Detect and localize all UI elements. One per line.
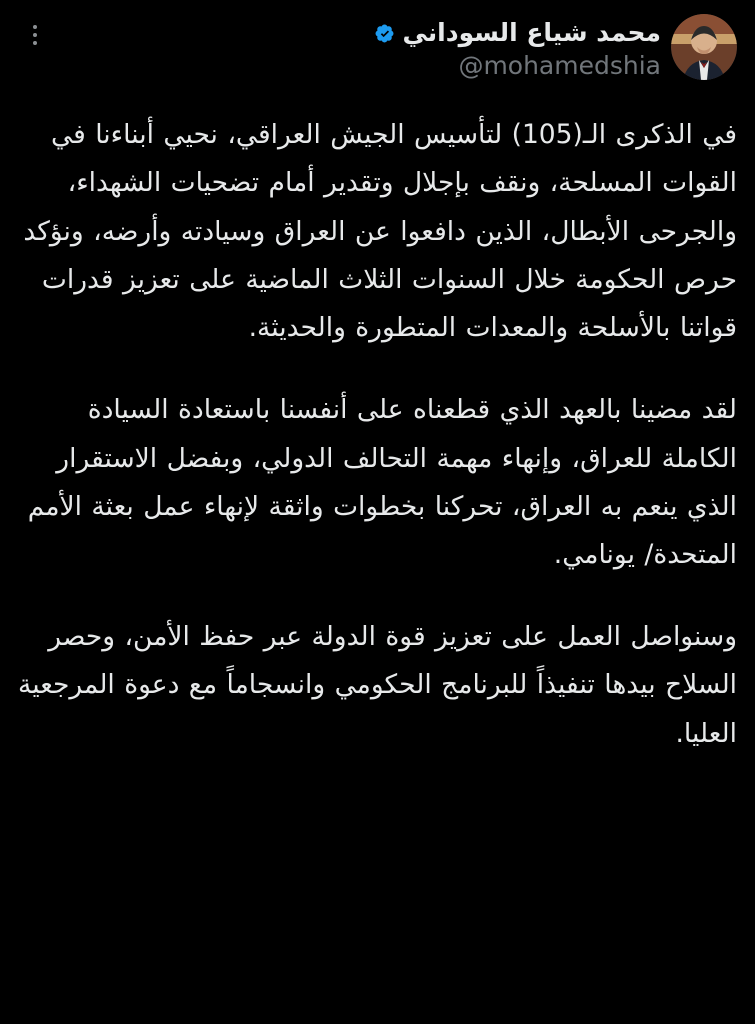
- account-handle: @mohamedshia: [458, 51, 661, 80]
- tweet-header: [18, 14, 737, 81]
- account-names: [374, 14, 661, 81]
- tweet-paragraph: لقد مضينا بالعهد الذي قطعناه على أنفسنا باستعادة السيادة الكاملة للعراق، وإنهاء مهمة التحالف الدولي، وبفضل الاستقرار الذي ينعم به العراق، تحركنا بخطوات واثقة لإنهاء عمل بعثة الأمم المتحدة/ يونامي.: [27, 394, 737, 570]
- more-options-icon[interactable]: [18, 18, 52, 52]
- name-row: [374, 18, 661, 48]
- display-name: محمد شياع السوداني: [402, 18, 661, 47]
- tweet-text: [18, 111, 737, 758]
- more-dots: [33, 25, 37, 45]
- verified-badge-icon: [374, 23, 395, 44]
- tweet-paragraph: وسنواصل العمل على تعزيز قوة الدولة عبر حفظ الأمن، وحصر السلاح بيدها تنفيذاً للبرنامج الحكومي وانسجاماً مع دعوة المرجعية العليا.: [18, 621, 737, 749]
- avatar[interactable]: [671, 14, 737, 80]
- tweet-paragraph: في الذكرى الـ(105) لتأسيس الجيش العراقي، نحيي أبناءنا في القوات المسلحة، ونقف بإجلال وتقدير أمام تضحيات الشهداء، والجرحى الأبطال، الذين دافعوا عن العراق وسيادته وأرضه، ونؤكد حرص الحكومة خلال السنوات الثلاث الماضية على تعزيز قدرات قواتنا بالأسلحة والمعدات المتطورة والحديثة.: [23, 119, 737, 344]
